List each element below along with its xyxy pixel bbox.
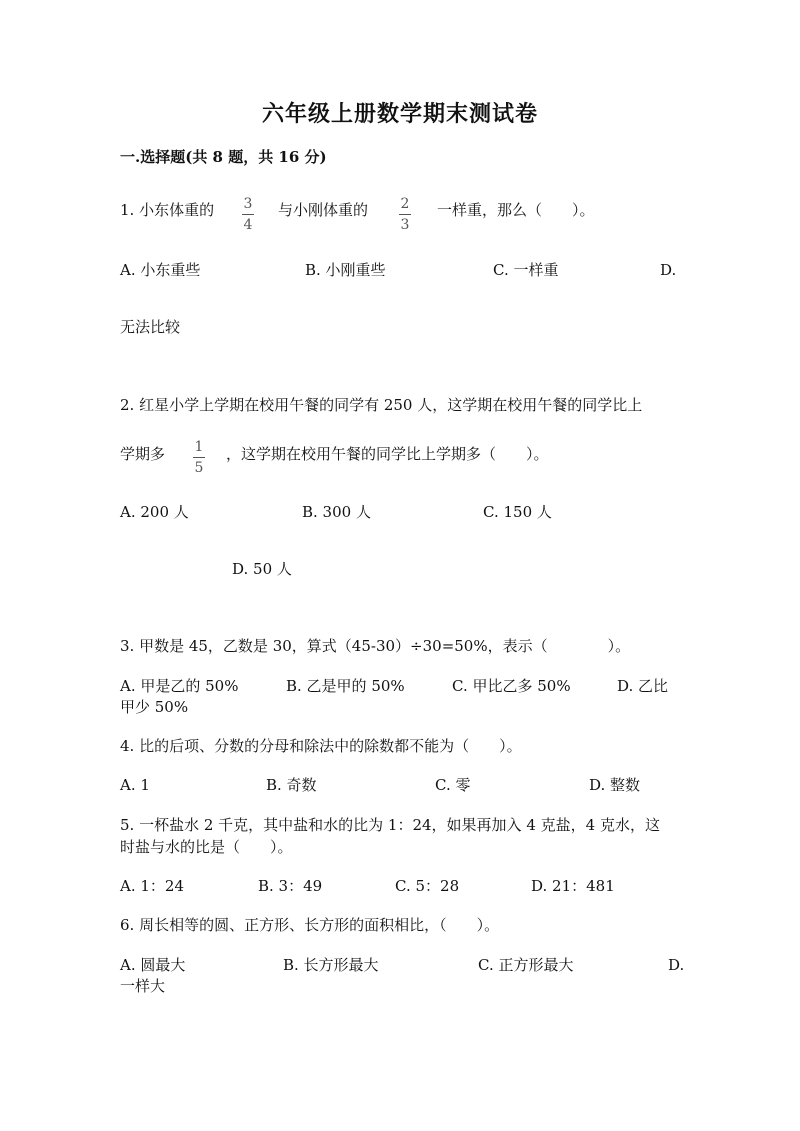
fraction-numerator: 3 <box>243 196 253 212</box>
option-a: A. 1 <box>120 776 150 794</box>
option-d-continued: 无法比较 <box>120 318 181 336</box>
fraction-denominator: 5 <box>194 460 204 476</box>
section-heading: 一.选择题(共 8 题，共 16 分) <box>120 148 327 166</box>
question-6-text: 6. 周长相等的圆、正方形、长方形的面积相比，（ ）。 <box>120 916 500 934</box>
fraction-2-3 <box>397 196 413 233</box>
fraction-denominator: 4 <box>243 217 253 233</box>
question-1-text-middle: 与小刚体重的 <box>278 201 369 219</box>
fraction-numerator: 2 <box>400 196 410 212</box>
option-c: C. 150 人 <box>483 503 552 521</box>
question-2-text-line-1: 2. 红星小学上学期在校用午餐的同学有 250 人，这学期在校用午餐的同学比上 <box>120 396 643 414</box>
question-2-text-line-2-end: ，这学期在校用午餐的同学比上学期多（ ）。 <box>226 445 549 463</box>
fraction-bar <box>193 457 205 458</box>
fraction-3-4 <box>240 196 256 233</box>
fraction-denominator: 3 <box>400 217 410 233</box>
option-d-continued: 一样大 <box>120 977 166 995</box>
fraction-1-5 <box>191 439 207 476</box>
option-a: A. 1：24 <box>120 877 184 895</box>
option-b: B. 乙是甲的 50% <box>286 677 405 695</box>
option-d: D. 21：481 <box>531 877 615 895</box>
question-5-text-line-1: 5. 一杯盐水 2 千克，其中盐和水的比为 1：24，如果再加入 4 克盐，4 克水，这 <box>120 816 660 834</box>
option-c: C. 5：28 <box>395 877 460 895</box>
fraction-bar <box>242 214 254 215</box>
question-1-text-end: 一样重，那么（ ）。 <box>437 201 595 219</box>
question-3-text: 3. 甲数是 45，乙数是 30，算式（45-30）÷30=50%，表示（ ）。 <box>120 637 631 655</box>
option-c: C. 正方形最大 <box>478 956 574 974</box>
option-c: C. 甲比乙多 50% <box>452 677 571 695</box>
fraction-numerator: 1 <box>194 439 204 455</box>
option-b: B. 长方形最大 <box>283 956 379 974</box>
fraction-bar <box>399 214 411 215</box>
option-c: C. 零 <box>435 776 471 794</box>
option-d: D. 乙比 <box>617 677 669 695</box>
option-a: A. 小东重些 <box>120 261 201 279</box>
question-5-text-line-2: 时盐与水的比是（ ）。 <box>120 838 293 856</box>
option-d: D. 整数 <box>589 776 641 794</box>
option-b: B. 奇数 <box>266 776 317 794</box>
option-b: B. 小刚重些 <box>305 261 386 279</box>
option-a: A. 圆最大 <box>120 956 186 974</box>
option-a: A. 200 人 <box>120 503 189 521</box>
page-title: 六年级上册数学期末测试卷 <box>261 101 538 127</box>
option-a: A. 甲是乙的 50% <box>120 677 239 695</box>
option-b: B. 3：49 <box>258 877 323 895</box>
option-d: D. 50 人 <box>232 560 292 578</box>
question-2-text-line-2-start: 学期多 <box>120 445 166 463</box>
question-1-text-start: 1. 小东体重的 <box>120 201 215 219</box>
option-d: D. <box>660 261 677 279</box>
option-d-continued: 甲少 50% <box>120 698 189 716</box>
question-4-text: 4. 比的后项、分数的分母和除法中的除数都不能为（ ）。 <box>120 737 522 755</box>
option-c: C. 一样重 <box>493 261 559 279</box>
option-d: D. <box>668 956 685 974</box>
option-b: B. 300 人 <box>302 503 371 521</box>
